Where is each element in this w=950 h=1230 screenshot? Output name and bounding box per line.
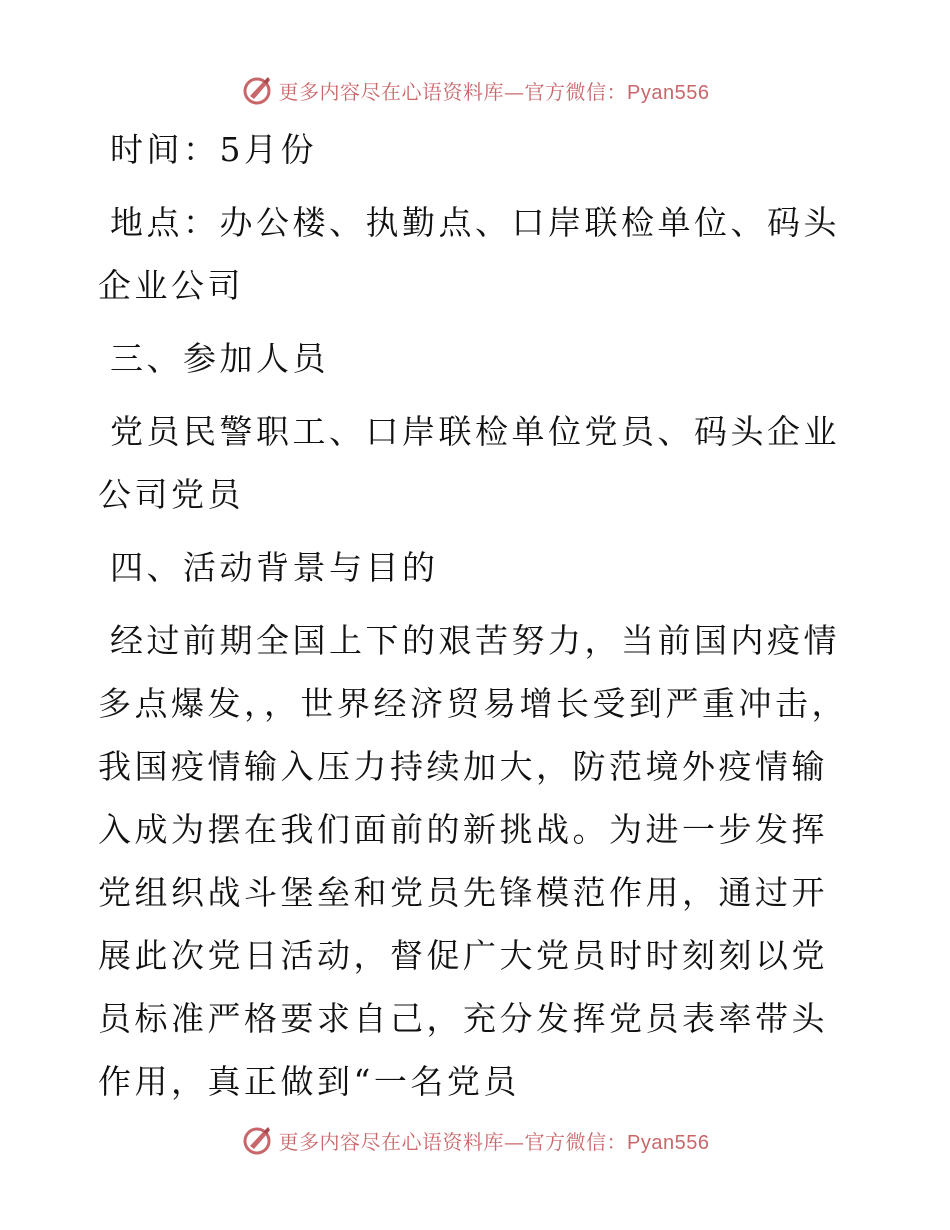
footer-banner-contact: Pyan556 — [627, 1131, 710, 1154]
header-banner-text — [279, 76, 710, 105]
location-line: 地点：办公楼、执勤点、口岸联检单位、码头企业公司 — [98, 203, 840, 305]
pen-logo-icon — [241, 74, 273, 106]
background-paragraph: 经过前期全国上下的艰苦努力，当前国内疫情多点爆发，，世界经济贸易增长受到严重冲击，我国疫情输入压力持续加大，防范境外疫情输入成为摆在我们面前的新挑战。为进一步发挥党组织战斗堡垒和党员先锋模范作用，通过开展此次党日活动，督促广大党员时时刻刻以党员标准严格要求自己，充分发挥党员表率带头作用，真正做到“一名党员 — [98, 621, 848, 1101]
participants-paragraph: 党员民警职工、口岸联检单位党员、码头企业公司党员 — [98, 412, 840, 514]
section-3-heading: 三、参加人员 — [110, 339, 329, 378]
footer-banner-text — [279, 1126, 710, 1155]
document-body — [98, 118, 858, 1113]
header-banner-label: 更多内容尽在心语资料库—官方微信： — [278, 79, 628, 104]
header-banner — [0, 70, 950, 110]
footer-banner-label: 更多内容尽在心语资料库—官方微信： — [278, 1129, 628, 1154]
header-banner-contact: Pyan556 — [627, 81, 710, 104]
footer-banner — [0, 1120, 950, 1160]
pen-logo-icon — [241, 1124, 273, 1156]
section-4-heading: 四、活动背景与目的 — [110, 548, 439, 587]
time-line: 时间：5月份 — [110, 130, 317, 169]
